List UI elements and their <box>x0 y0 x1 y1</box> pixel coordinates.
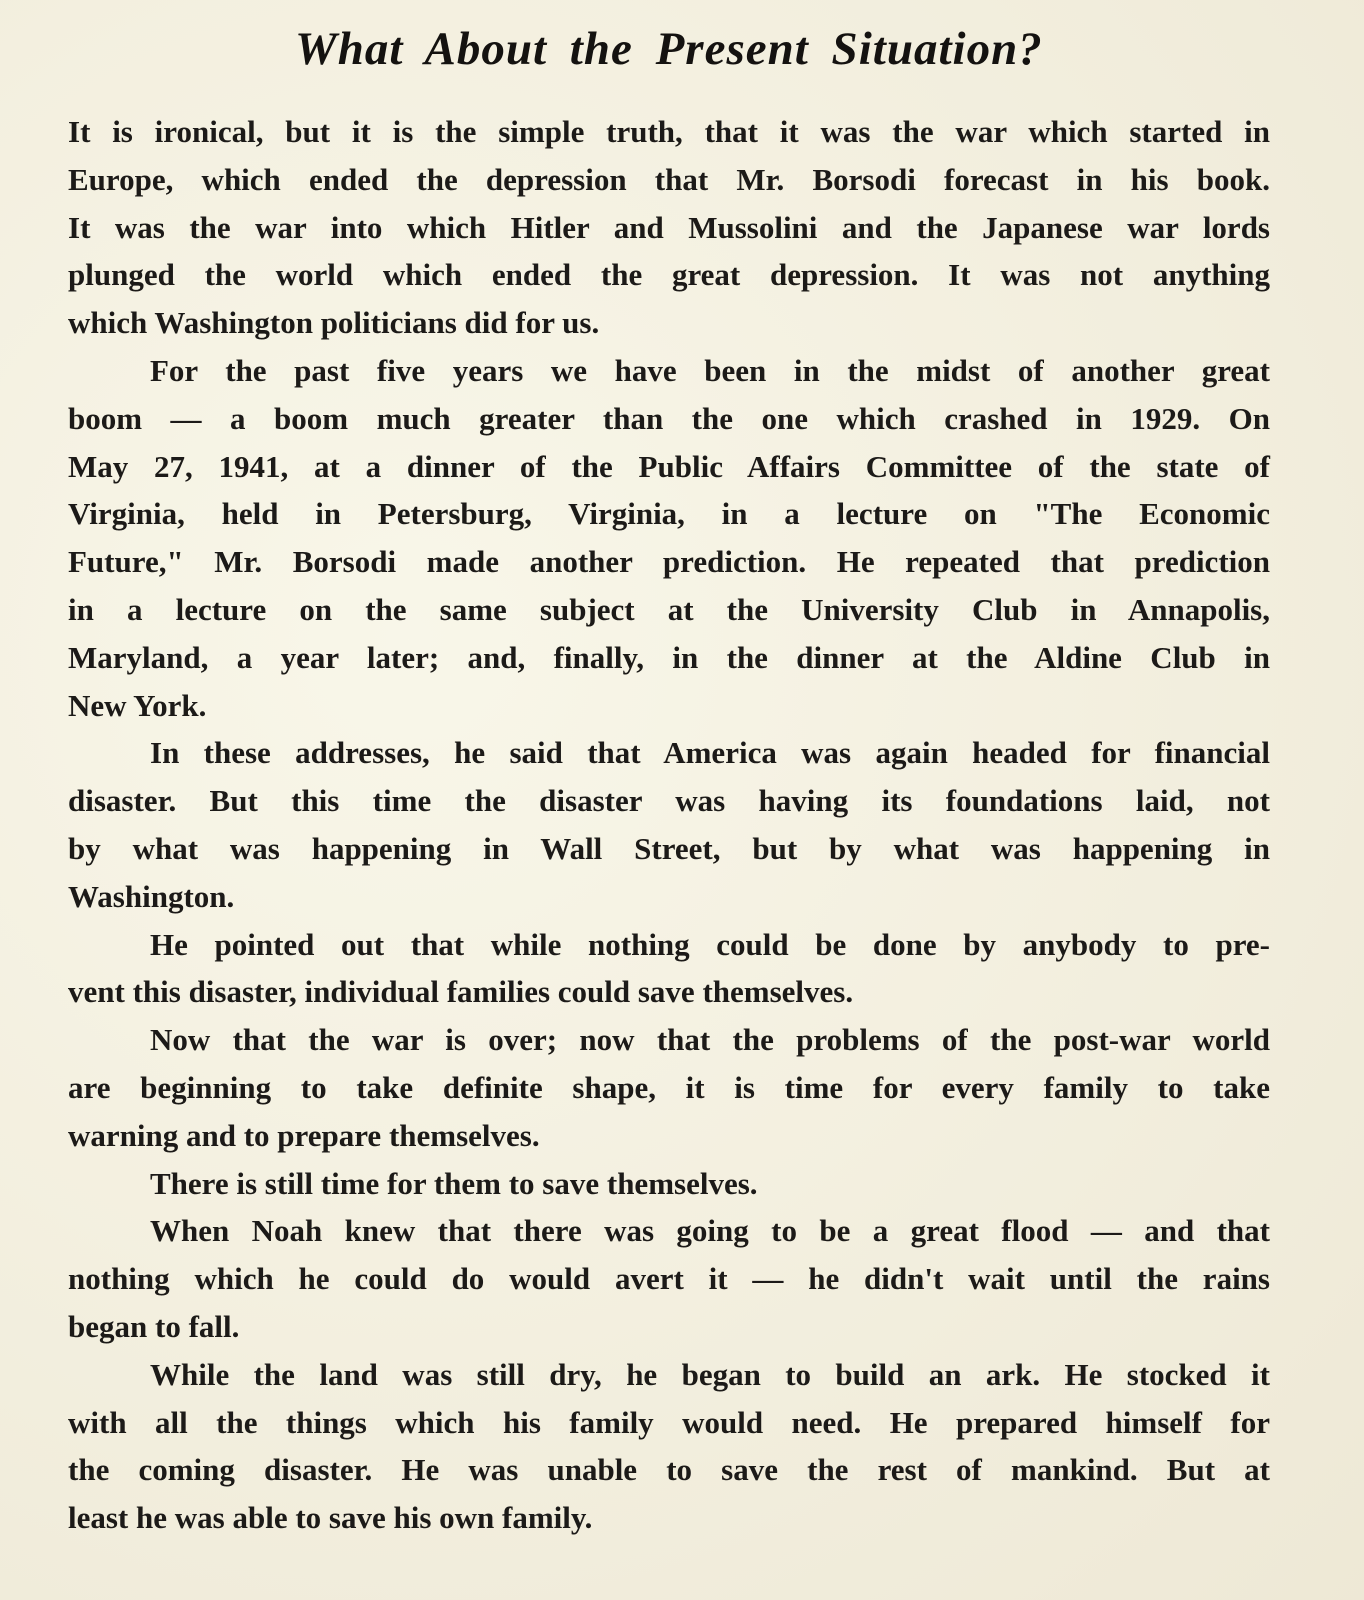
text-line: When Noah knew that there was going to be a great flood — and that <box>150 1213 1270 1249</box>
page-title: What About the Present Situation? <box>295 23 1043 75</box>
text-line: warning and to prepare themselves. <box>68 1117 540 1153</box>
text-line: by what was happening in Wall Street, but by what was happening in <box>68 830 1270 866</box>
text-line: For the past five years we have been in the midst of another great <box>150 352 1270 388</box>
paragraph <box>68 108 1270 347</box>
text-line: nothing which he could do would avert it — he didn't wait until the rains <box>68 1261 1270 1297</box>
text-line: the coming disaster. He was unable to save the rest of mankind. But at <box>68 1452 1270 1488</box>
text-line: Now that the war is over; now that the problems of the post-war world <box>150 1022 1270 1058</box>
text-line: There is still time for them to save themselves. <box>150 1165 758 1201</box>
paragraph <box>68 1016 1270 1159</box>
text-line: In these addresses, he said that America was again headed for financial <box>150 735 1270 771</box>
text-line: disaster. But this time the disaster was having its foundations laid, not <box>68 783 1270 819</box>
text-line: least he was able to save his own family. <box>68 1500 593 1536</box>
paragraph <box>68 729 1270 920</box>
article-body <box>68 108 1270 1542</box>
text-line: New York. <box>68 687 207 723</box>
text-line: in a lecture on the same subject at the University Club in Annapolis, <box>68 591 1270 627</box>
text-line: Europe, which ended the depression that Mr. Borsodi forecast in his book. <box>68 161 1270 197</box>
text-line: May 27, 1941, at a dinner of the Public Affairs Committee of the state of <box>68 448 1270 484</box>
text-line: vent this disaster, individual families could save themselves. <box>68 974 854 1010</box>
paragraph <box>68 1351 1270 1542</box>
paragraph <box>68 1207 1270 1350</box>
text-line: with all the things which his family would need. He prepared himself for <box>68 1404 1270 1440</box>
text-line: While the land was still dry, he began to build an ark. He stocked it <box>150 1356 1270 1392</box>
paragraph <box>68 1160 1270 1208</box>
text-line: It was the war into which Hitler and Mussolini and the Japanese war lords <box>68 209 1270 245</box>
text-line: began to fall. <box>68 1308 240 1344</box>
text-line: plunged the world which ended the great depression. It was not anything <box>68 257 1270 293</box>
text-line: which Washington politicians did for us. <box>68 305 600 341</box>
text-line: He pointed out that while nothing could be done by anybody to pre- <box>150 926 1270 962</box>
text-line: Washington. <box>68 878 235 914</box>
text-line: boom — a boom much greater than the one which crashed in 1929. On <box>68 400 1270 436</box>
text-line: It is ironical, but it is the simple truth, that it was the war which started in <box>68 114 1270 149</box>
paragraph <box>68 921 1270 1017</box>
text-line: Maryland, a year later; and, finally, in the dinner at the Aldine Club in <box>68 639 1270 675</box>
paragraph <box>68 347 1270 729</box>
text-line: Future," Mr. Borsodi made another prediction. He repeated that prediction <box>68 544 1270 580</box>
text-line: are beginning to take definite shape, it is time for every family to take <box>68 1069 1270 1105</box>
text-line: Virginia, held in Petersburg, Virginia, in a lecture on "The Economic <box>68 496 1270 532</box>
